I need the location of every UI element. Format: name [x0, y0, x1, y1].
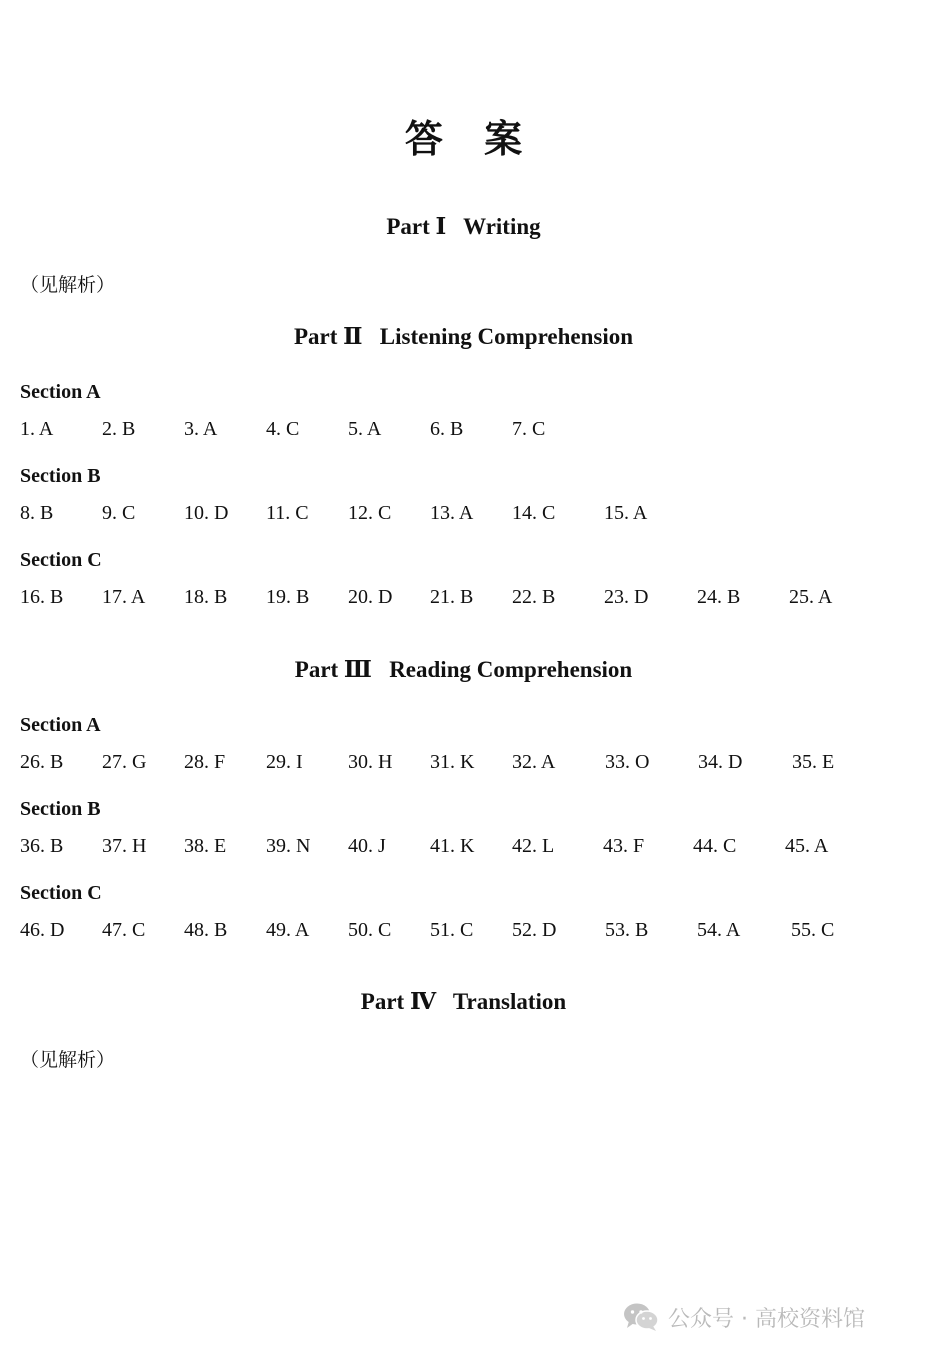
answer-item: 19. B	[266, 586, 310, 608]
answer-item: 11. C	[266, 502, 309, 524]
answer-item: 21. B	[430, 586, 474, 608]
answer-item: 14. C	[512, 502, 556, 524]
answer-item: 12. C	[348, 502, 392, 524]
answer-item: 18. B	[184, 586, 228, 608]
answer-item: 22. B	[512, 586, 556, 608]
reading-section-b-label: Section B	[20, 798, 101, 820]
part-heading-translation: Part Ⅳ Translation	[360, 989, 567, 1014]
answer-item: 23. D	[604, 586, 649, 608]
answer-item: 51. C	[430, 919, 474, 941]
answer-item: 26. B	[20, 751, 64, 773]
answer-item: 44. C	[693, 835, 737, 857]
reading-section-a-label: Section A	[20, 714, 101, 736]
wechat-icon	[622, 1302, 660, 1332]
answer-item: 20. D	[348, 586, 393, 608]
answer-item: 16. B	[20, 586, 64, 608]
answer-item: 31. K	[430, 751, 475, 773]
answer-item: 33. O	[605, 751, 650, 773]
answer-item: 46. D	[20, 919, 65, 941]
answer-item: 28. F	[184, 751, 226, 773]
answer-item: 53. B	[605, 919, 649, 941]
part-heading-listening: Part Ⅱ Listening Comprehension	[293, 324, 634, 349]
answer-item: 13. A	[430, 502, 474, 524]
answer-item: 4. C	[266, 418, 300, 440]
answer-item: 7. C	[512, 418, 546, 440]
answer-item: 17. A	[102, 586, 146, 608]
answer-item: 9. C	[102, 502, 136, 524]
listening-section-b-answers	[0, 502, 927, 528]
translation-note: （见解析）	[20, 1049, 116, 1071]
answer-item: 10. D	[184, 502, 229, 524]
listening-section-c-answers	[0, 586, 927, 612]
answer-item: 43. F	[603, 835, 645, 857]
answer-item: 5. A	[348, 418, 382, 440]
listening-section-c-label: Section C	[20, 549, 102, 571]
answer-item: 2. B	[102, 418, 136, 440]
answer-item: 24. B	[697, 586, 741, 608]
answer-item: 36. B	[20, 835, 64, 857]
part-heading-writing: Part Ⅰ Writing	[386, 214, 541, 239]
answer-item: 30. H	[348, 751, 393, 773]
answer-item: 25. A	[789, 586, 833, 608]
answer-item: 27. G	[102, 751, 147, 773]
answer-item: 6. B	[430, 418, 464, 440]
answer-item: 48. B	[184, 919, 228, 941]
reading-section-b-answers	[0, 835, 927, 861]
answer-item: 40. J	[348, 835, 386, 857]
answer-item: 8. B	[20, 502, 54, 524]
page-title: 答 案	[404, 117, 537, 161]
answer-item: 1. A	[20, 418, 54, 440]
part-heading-reading: Part Ⅲ Reading Comprehension	[294, 657, 633, 682]
answer-item: 50. C	[348, 919, 392, 941]
listening-section-b-label: Section B	[20, 465, 101, 487]
answer-item: 34. D	[698, 751, 743, 773]
answer-item: 32. A	[512, 751, 556, 773]
answer-item: 39. N	[266, 835, 311, 857]
listening-section-a-label: Section A	[20, 381, 101, 403]
answer-item: 15. A	[604, 502, 648, 524]
answer-item: 54. A	[697, 919, 741, 941]
answer-item: 41. K	[430, 835, 475, 857]
answer-item: 35. E	[792, 751, 835, 773]
answer-item: 52. D	[512, 919, 557, 941]
watermark	[622, 1300, 865, 1334]
reading-section-c-label: Section C	[20, 882, 102, 904]
answer-item: 29. I	[266, 751, 303, 773]
reading-section-c-answers	[0, 919, 927, 945]
answer-item: 55. C	[791, 919, 835, 941]
answer-item: 38. E	[184, 835, 227, 857]
answer-item: 3. A	[184, 418, 218, 440]
answer-item: 45. A	[785, 835, 829, 857]
answer-item: 37. H	[102, 835, 147, 857]
writing-note: （见解析）	[20, 274, 116, 296]
listening-section-a-answers	[0, 418, 927, 444]
answer-item: 47. C	[102, 919, 146, 941]
answer-item: 49. A	[266, 919, 310, 941]
answer-item: 42. L	[512, 835, 555, 857]
watermark-text: 公众号 · 高校资料馆	[668, 1306, 865, 1332]
reading-section-a-answers	[0, 751, 927, 777]
